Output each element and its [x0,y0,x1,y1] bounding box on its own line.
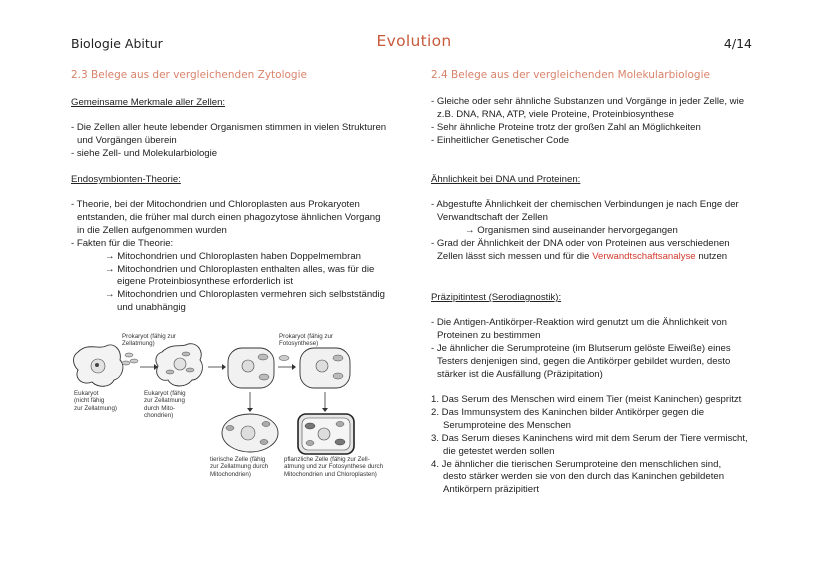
heading-dna-proteine: Ähnlichkeit bei DNA und Proteinen: [431,174,581,185]
subject-label: Biologie Abitur [71,36,163,51]
text-line: und unabhängig [117,302,186,314]
label-line: Eukaryot (fähig [144,390,186,397]
label-line: tierische Zelle (fähig [210,456,266,463]
label-line: atmung und zur Fotosynthese durch [284,463,384,471]
page-title: Evolution [376,32,452,50]
intro-list [431,96,744,148]
text-line: - Sehr ähnliche Proteine trotz der großen Zahl an Möglichkeiten [431,121,701,133]
text-line: entstanden, die früher mal durch einen phagozytose ähnlichen Vorgang [77,211,381,223]
label-line: chondrien) [144,412,174,420]
step-line: 1. Das Serum des Menschen wird einem Tier (meist Kaninchen) gespritzt [431,394,742,405]
text-line: in die Zellen aufgenommen wurden [77,224,227,236]
label-line: (nicht fähig [74,397,105,405]
dna-list [431,199,739,264]
text-fragment: Zellen lässt sich messen und für die [437,250,593,262]
text-line: Verwandtschaft der Zellen [437,211,548,223]
step-line: 3. Das Serum dieses Kaninchens wird mit dem Serum der Tiere vermischt, [431,432,748,444]
text-line: - Je ähnlicher die Serumproteine (im Blutserum gelöste Eiweiße) eines [431,342,731,354]
label-line: Zellatmung) [122,340,155,348]
text-line: - Gleiche oder sehr ähnliche Substanzen und Vorgänge in jeder Zelle, wie [431,96,745,107]
label-line: zur Zellatmung durch [210,463,269,471]
section-title-zytologie: 2.3 Belege aus der vergleichenden Zytologie [71,69,307,81]
text-line: - Theorie, bei der Mitochondrien und Chloroplasten aus Prokaryoten [71,199,360,210]
text-line: Testers denjenigen sind, gegen die Antikörper gebildet wurden, desto [437,355,731,367]
label-line: Fotosynthese) [279,340,319,348]
text-fragment: nutzen [695,250,728,262]
step-line: Antikörpern präzipitiert [443,484,539,496]
text-line: → Mitochondrien und Chloroplasten haben Doppelmembran [105,250,361,262]
text-line: - Grad der Ähnlichkeit der DNA oder von Proteinen aus verschiedenen [431,237,730,249]
label-line: Mitochondrien) [210,470,251,478]
step-line: 4. Je ähnlicher die tierischen Serumproteine den menschlichen sind, [431,458,722,470]
label-line: zur Zellatmung [144,397,185,405]
page-number: 4/14 [723,36,752,51]
endosymbionten-list [71,199,385,315]
label-pflanzliche-zelle [284,456,383,478]
label-line: durch Mito- [144,404,175,412]
text-line [431,251,739,264]
section-title-molekularbiologie: 2.4 Belege aus der vergleichenden Molekularbiologie [431,69,710,81]
text-line: - Fakten für die Theorie: [71,237,174,249]
text-line: - Einheitlicher Genetischer Code [431,134,570,146]
text-line: eigene Proteinbiosynthese erforderlich ist [117,276,293,288]
label-prokaryot-foto [279,333,333,348]
text-line: und Vorgängen überein [77,134,177,146]
text-line: - Abgestufte Ähnlichkeit der chemischen Verbindungen je nach Enge der [431,199,739,210]
text-line: Proteinen zu bestimmen [437,329,541,341]
label-prokaryot-atmung [122,333,176,348]
text-line: → Mitochondrien und Chloroplasten vermehren sich selbstständig [105,289,385,301]
label-line: Eukaryot [74,390,99,397]
label-eukaryot-fahig [144,390,186,420]
heading-common-features: Gemeinsame Merkmale aller Zellen: [71,97,226,108]
steps-list [431,394,748,497]
label-line: zur Zellatmung) [74,404,117,412]
step-line: die getestet werden sollen [443,445,555,457]
step-line: desto stärker werden sie von den durch das Kaninchen gebildeten [443,471,725,483]
step-line: Serumproteine des Menschen [443,419,571,431]
step-line: 2. Das Immunsystem des Kaninchen bilder Antikörper gegen die [431,406,705,418]
text-line: stärker ist die Ausfällung (Präzipitation) [437,368,603,380]
label-eukaryot [74,390,117,412]
text-line: - Die Zellen aller heute lebender Organismen stimmen in vielen Strukturen [71,122,387,133]
heading-endosymbionten: Endosymbionten-Theorie: [71,174,181,185]
text-line: → Organismen sind auseinander hervorgegangen [465,224,678,236]
praezipitintest-list [431,317,731,382]
label-tierische-zelle [210,456,268,478]
label-line: pflanzliche Zelle (fähig zur Zell- [284,456,370,463]
text-line: - Die Antigen-Antikörper-Reaktion wird genutzt um die Ähnlichkeit von [431,317,727,328]
label-line: Prokaryot (fähig zur [279,333,333,340]
label-line: Mitochondrien und Chloroplasten) [284,470,377,478]
label-line: Prokaryot (fähig zur [122,333,176,340]
text-line: - siehe Zell- und Molekularbiologie [71,147,218,159]
text-line: z.B. DNA, RNA, ATP, viele Proteine, Proteinbiosynthese [437,108,674,120]
common-features-list [71,122,386,161]
endosymbiosis-diagram [70,330,400,490]
heading-praezipitintest: Präzipitintest (Serodiagnostik): [431,292,562,303]
highlight-verwandtschaftsanalyse: Verwandtschaftsanalyse [592,250,696,262]
text-line: → Mitochondrien und Chloroplasten enthalten alles, was für die [105,263,375,275]
